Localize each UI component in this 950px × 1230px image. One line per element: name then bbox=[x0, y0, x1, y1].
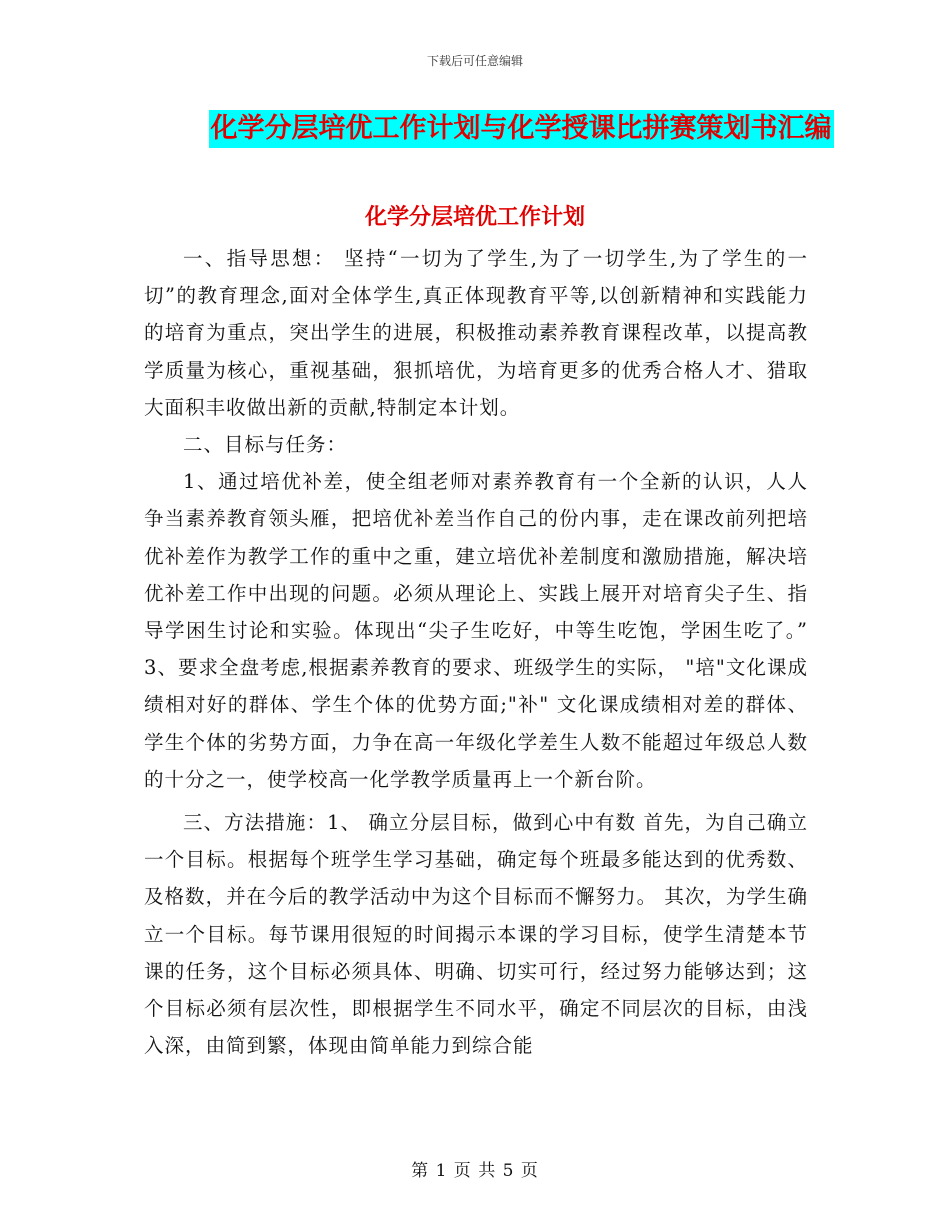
paragraph-guiding-thought: 一、指导思想： 坚持“一切为了学生,为了一切学生,为了学生的一切”的教育理念,面对全体学生,真正体现教育平等,以创新精神和实践能力的培育为重点，突出学生的进展，积极推动素养教育课程改革，以提高教学质量为核心，重视基础，狠抓培优，为培育更多的优秀合格人才、猎取大面积丰收做出新的贡献,特制定本计划。 bbox=[144, 247, 808, 419]
section-title: 化学分层培优工作计划 bbox=[364, 205, 585, 230]
paragraph-goals-heading: 二、目标与任务： bbox=[183, 433, 348, 457]
main-title-container bbox=[0, 110, 950, 148]
header-note: 下载后可任意编辑 bbox=[426, 54, 523, 68]
page-footer: 第 1 页 共 5 页 bbox=[411, 1161, 539, 1181]
document-body bbox=[144, 240, 808, 1064]
paragraph-goals-detail: 1、通过培优补差，使全组老师对素养教育有一个全新的认识，人人争当素养教育领头雁，把培优补差当作自己的份内事，走在课改前列把培优补差作为教学工作的重中之重，建立培优补差制度和激励措施，解决培优补差工作中出现的问题。必须从理论上、实践上展开对培育尖子生、指导学困生讨论和实验。体现出“尖子生吃好，中等生吃饱，学困生吃了。” 3、要求全盘考虑,根据素养教育的要求、班级学生的实际， "培"文化课成绩相对好的群体、学生个体的优势方面;"补" 文化课成绩相对差的群体、学生个体的劣势方面，力争在高一年级化学差生人数不能超过年级总人数的十分之一，使学校高一化学教学质量再上一个新台阶。 bbox=[144, 470, 808, 791]
paragraph-methods: 三、方法措施：1、 确立分层目标，做到心中有数 首先，为自己确立一个目标。根据每个班学生学习基础，确定每个班最多能达到的优秀数、及格数，并在今后的教学活动中为这个目标而不懈努力。 其次，为学生确立一个目标。每节课用很短的时间揭示本课的学习目标，使学生清楚本节课的任务，这个目标必须具体、明确、切实可行，经过努力能够达到；这个目标必须有层次性，即根据学生不同水平，确定不同层次的目标，由浅入深，由简到繁，体现由简单能力到综合能 bbox=[144, 811, 808, 1058]
main-title: 化学分层培优工作计划与化学授课比拼赛策划书汇编 bbox=[209, 110, 834, 148]
